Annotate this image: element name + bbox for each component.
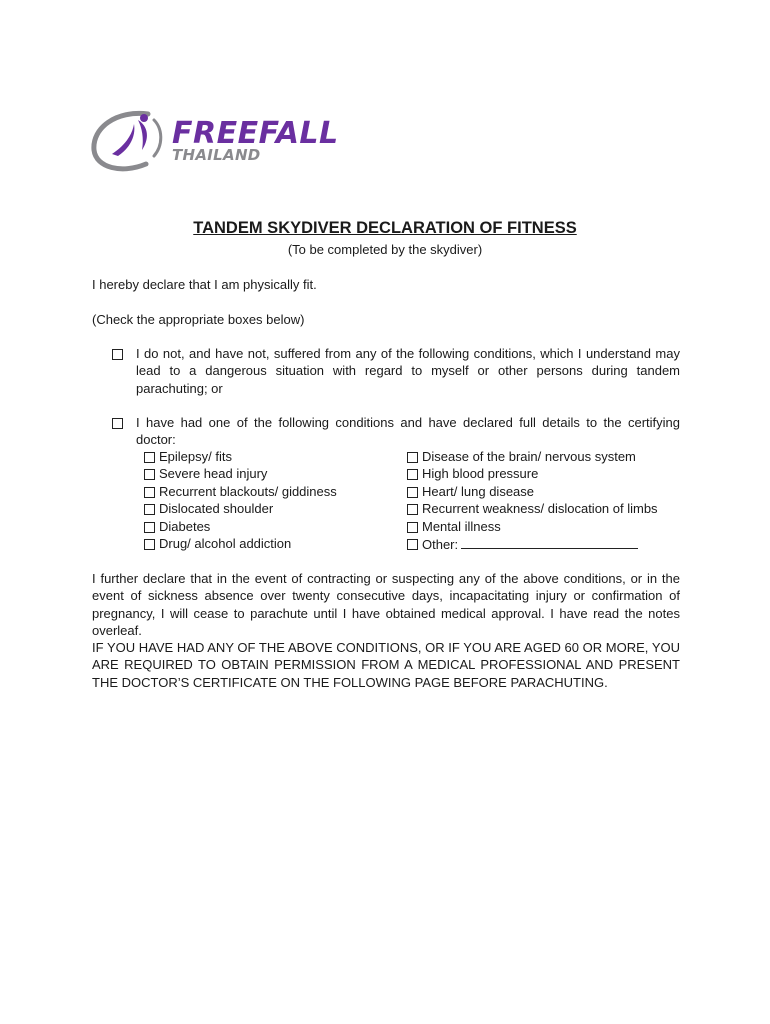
skydiver-logo-icon <box>88 106 172 178</box>
condition-item-other: Other: <box>407 535 677 552</box>
condition-checkbox[interactable] <box>407 452 418 463</box>
condition-item: Severe head injury <box>144 465 414 482</box>
condition-item: Recurrent weakness/ dislocation of limbs <box>407 500 677 517</box>
condition-item: Drug/ alcohol addiction <box>144 535 414 552</box>
option-no-conditions <box>112 345 680 397</box>
conditions-left-list <box>144 448 414 552</box>
freefall-logo <box>88 106 358 178</box>
conditions-right-list <box>407 448 677 552</box>
condition-checkbox[interactable] <box>144 452 155 463</box>
condition-checkbox[interactable] <box>407 487 418 498</box>
condition-checkbox[interactable] <box>144 504 155 515</box>
condition-item: Epilepsy/ fits <box>144 448 414 465</box>
option-no-conditions-text: I do not, and have not, suffered from any of the following conditions, which I understand may lead to a dangerous situation with regard to myself or other persons during tandem parachuting; or <box>136 346 680 396</box>
condition-checkbox[interactable] <box>144 522 155 533</box>
logo-wordmark: FREEFALL <box>172 116 339 151</box>
option-no-conditions-checkbox[interactable] <box>112 349 123 360</box>
fitness-declaration: I hereby declare that I am physically fit. <box>92 277 317 292</box>
condition-item: Diabetes <box>144 518 414 535</box>
condition-checkbox[interactable] <box>144 539 155 550</box>
check-instruction: (Check the appropriate boxes below) <box>92 312 305 327</box>
further-declaration: I further declare that in the event of contracting or suspecting any of the above conditions, or in the event of sickness absence over twenty consecutive days, incapacitating injury or confirmation of pregnancy, I will cease to parachute until I have obtained medical approval. I have read the notes overleaf. <box>92 571 680 639</box>
condition-item: Dislocated shoulder <box>144 500 414 517</box>
condition-checkbox[interactable] <box>407 469 418 480</box>
age-warning: IF YOU HAVE HAD ANY OF THE ABOVE CONDITIONS, OR IF YOU ARE AGED 60 OR MORE, YOU ARE REQUIRED TO OBTAIN PERMISSION FROM A MEDICAL PROFESSIONAL AND PRESENT THE DOCTOR’S CERTIFICATE ON THE FOLLOWING PAGE BEFORE PARACHUTING. <box>92 640 680 690</box>
condition-checkbox[interactable] <box>144 487 155 498</box>
option-has-conditions-checkbox[interactable] <box>112 418 123 429</box>
condition-checkbox[interactable] <box>407 504 418 515</box>
condition-item: Heart/ lung disease <box>407 483 677 500</box>
condition-other-checkbox[interactable] <box>407 539 418 550</box>
condition-checkbox[interactable] <box>407 522 418 533</box>
option-has-conditions <box>112 414 680 449</box>
condition-item: Recurrent blackouts/ giddiness <box>144 483 414 500</box>
document-subtitle: (To be completed by the skydiver) <box>287 242 483 257</box>
document-title: TANDEM SKYDIVER DECLARATION OF FITNESS <box>193 219 577 237</box>
condition-item: Mental illness <box>407 518 677 535</box>
option-has-conditions-text: I have had one of the following conditions and have declared full details to the certifying doctor: <box>136 415 680 448</box>
other-condition-blank-field[interactable] <box>461 535 638 549</box>
condition-checkbox[interactable] <box>144 469 155 480</box>
logo-subtitle: THAILAND <box>172 146 261 164</box>
condition-item: Disease of the brain/ nervous system <box>407 448 677 465</box>
condition-item: High blood pressure <box>407 465 677 482</box>
